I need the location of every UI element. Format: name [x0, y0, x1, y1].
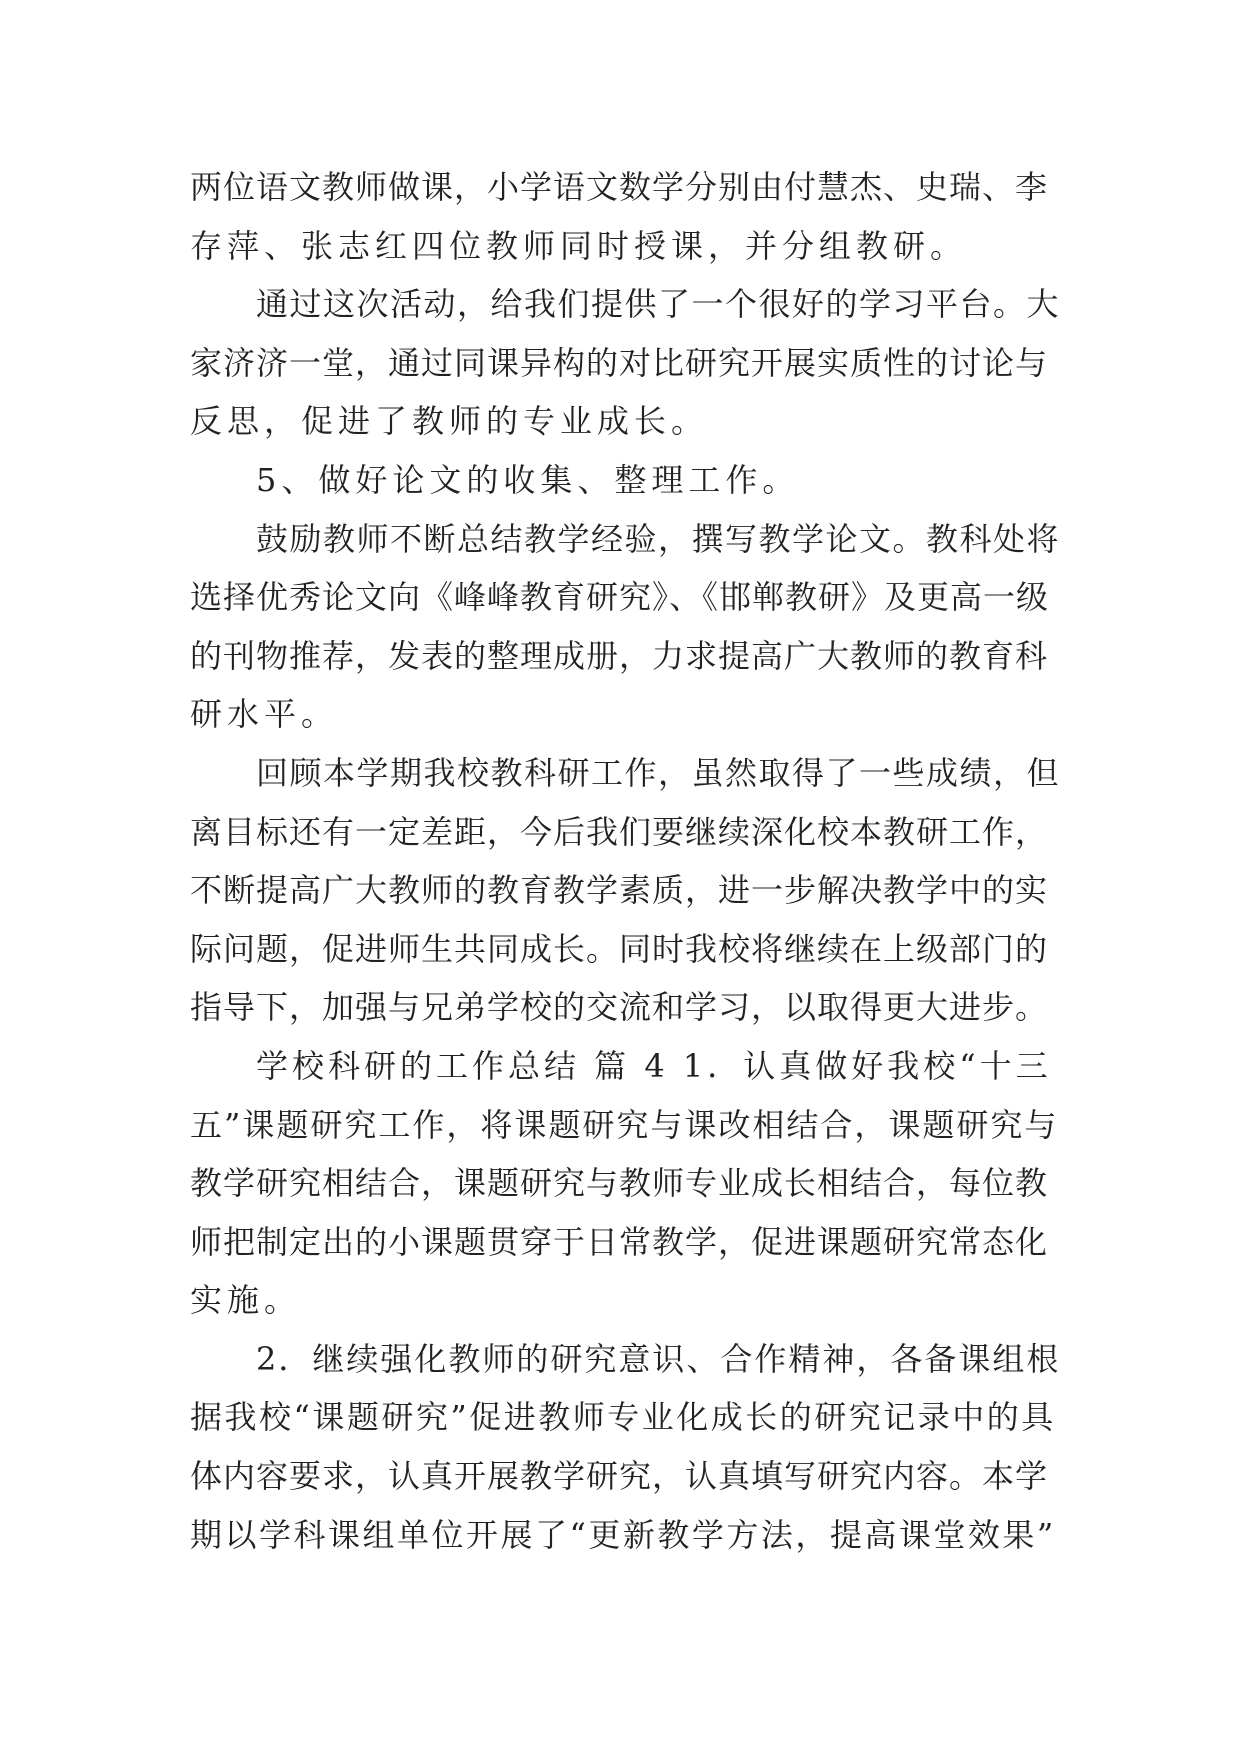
text-line: 的刊物推荐，发表的整理成册，力求提高广大教师的教育科: [190, 636, 1049, 675]
text-line: 际问题，促进师生共同成长。同时我校将继续在上级部门的: [190, 929, 1049, 968]
text-line: 5、做好论文的收集、整理工作。: [256, 460, 800, 499]
text-line: 师把制定出的小课题贯穿于日常教学，促进课题研究常态化: [190, 1222, 1049, 1261]
text-line: 2．继续强化教师的研究意识、合作精神，各备课组根: [256, 1339, 1061, 1378]
text-line: 体内容要求，认真开展教学研究，认真填写研究内容。本学: [190, 1457, 1049, 1496]
text-line: 实施。: [190, 1281, 302, 1320]
text-line: 不断提高广大教师的教育教学素质，进一步解决教学中的实: [190, 871, 1049, 910]
text-line: 期以学科课组单位开展了“更新教学方法，提高课堂效果”: [190, 1515, 1056, 1554]
text-line: 通过这次活动，给我们提供了一个很好的学习平台。大: [256, 285, 1061, 324]
text-line: 两位语文教师做课，小学语文数学分别由付慧杰、史瑞、李: [190, 168, 1049, 206]
text-line: 学校科研的工作总结 篇 4 1．认真做好我校“十三: [256, 1046, 1052, 1085]
text-line: 家济济一堂，通过同课异构的对比研究开展实质性的讨论与: [190, 343, 1049, 382]
text-line: 教学研究相结合，课题研究与教师专业成长相结合，每位教: [190, 1164, 1049, 1203]
text-line: 据我校“课题研究”促进教师专业化成长的研究记录中的具: [190, 1398, 1056, 1437]
text-line: 五”课题研究工作，将课题研究与课改相结合，课题研究与: [190, 1105, 1059, 1144]
text-line: 存萍、张志红四位教师同时授课，并分组教研。: [190, 226, 968, 265]
text-line: 指导下，加强与兄弟学校的交流和学习，以取得更大进步。: [190, 988, 1049, 1027]
body-text: [190, 158, 1060, 1564]
text-line: 离目标还有一定差距，今后我们要继续深化校本教研工作，: [190, 812, 1049, 851]
text-line: 鼓励教师不断总结教学经验，撰写教学论文。教科处将: [256, 519, 1061, 558]
text-line: 回顾本学期我校教科研工作，虽然取得了一些成绩，但: [256, 753, 1061, 792]
text-line: 研水平。: [190, 695, 339, 734]
text-line: 反思，促进了教师的专业成长。: [190, 402, 709, 441]
text-line: 选择优秀论文向《峰峰教育研究》、《邯郸教研》及更高一级: [190, 578, 1050, 617]
